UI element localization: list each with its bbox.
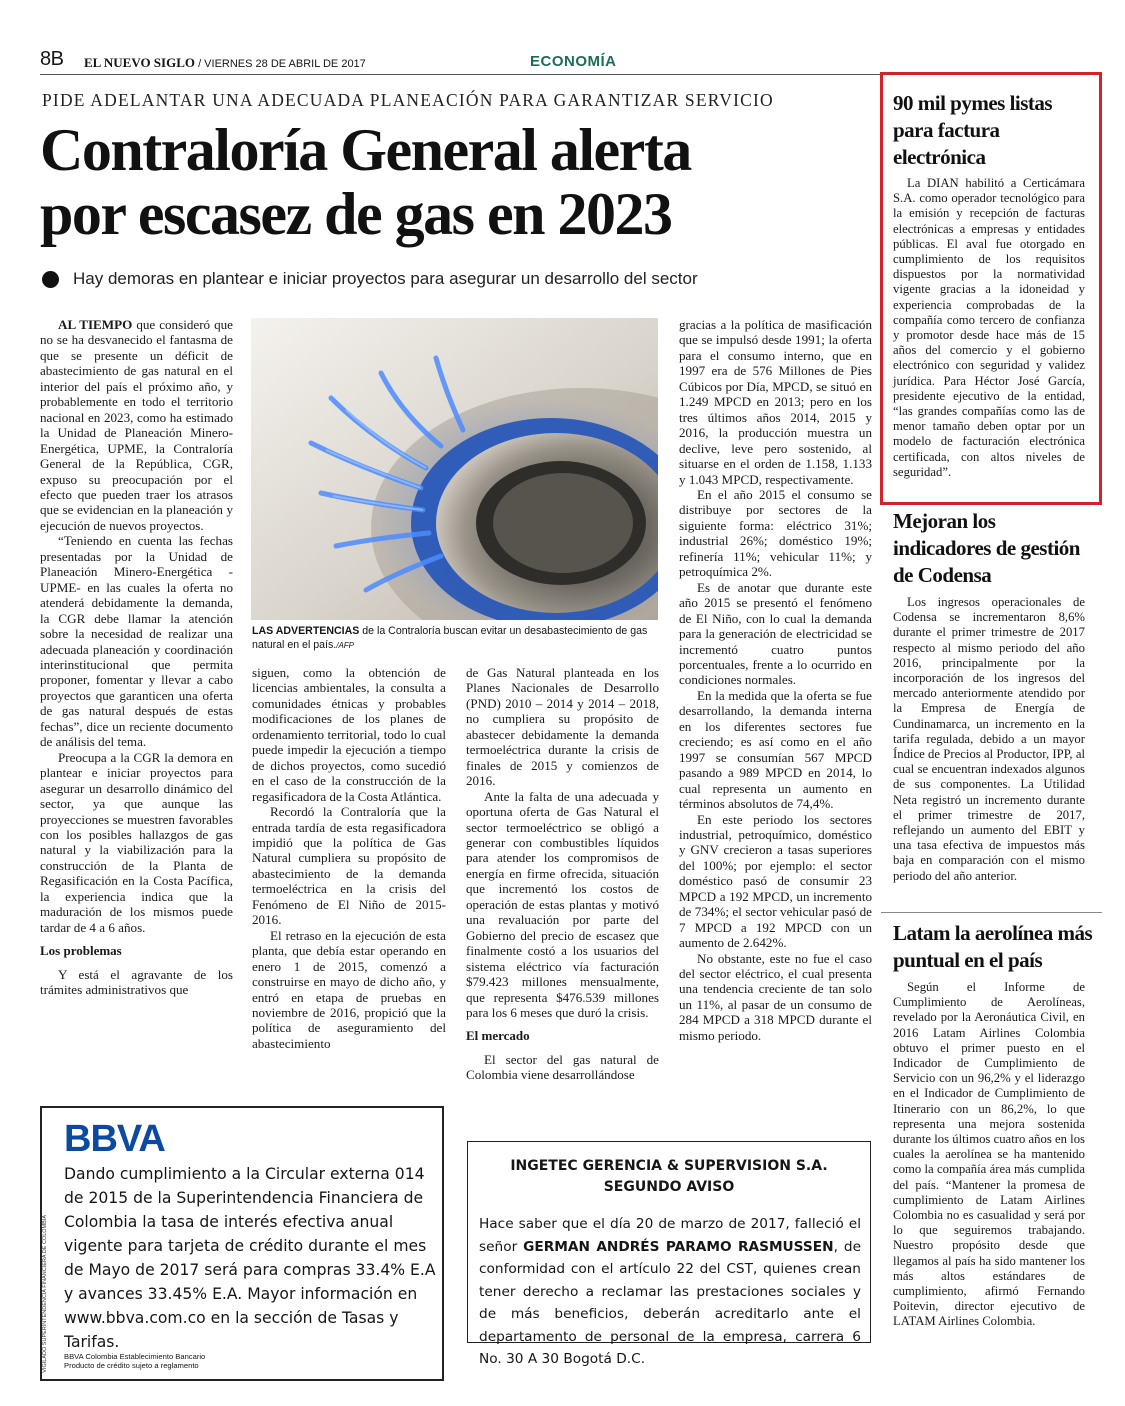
article-headline <box>40 118 860 246</box>
paragraph: Ante la falta de una adecuada y oportuna oferta de Gas Natural el sector termoeléctrico se obligó a generar con combustibles líquidos para atender los compromisos de energía en firme ofrecida, situación que incrementó los costos de operación de estas plantas y motivó una revaluación por parte del Gobierno del precio de escasez que finalmente costó a los usuarios del sistema eléctrico vía facturación $79.423 millones mensualmente, que representa $476.539 millones para los 6 meses que duró la crisis. <box>466 788 659 1020</box>
paragraph <box>40 317 233 533</box>
ingetec-notice-number: SEGUNDO AVISO <box>603 1179 735 1195</box>
ingetec-deceased-name: GERMAN ANDRÉS PARAMO RASMUSSEN <box>523 1238 834 1255</box>
paragraph: Y está el agravante de los trámites administrativos que <box>40 966 233 998</box>
sidebar-story-1-body <box>893 176 1085 480</box>
ingetec-text-post: , de conformidad con el artículo 22 del CST, quienes crean tener derecho a reclamar las prestaciones sociales y de más beneficios, deberán acreditarlo ante el departamento de personal de la empresa, carrera 6 No. 30 A 30 Bogotá D.C. <box>479 1238 861 1367</box>
subheadline-text: Hay demoras en plantear e iniciar proyectos para asegurar un desarrollo del sector <box>73 269 698 288</box>
section-name: ECONOMÍA <box>530 53 617 70</box>
bbva-logo: BBVA <box>64 1118 165 1160</box>
sidebar-story-3-body <box>893 980 1085 1330</box>
sidebar-story-3-title: Latam la aerolínea más puntual en el país <box>893 921 1093 972</box>
article-subheadline <box>42 269 698 289</box>
paragraph: En el año 2015 el consumo se distribuye por sectores de la siguiente forma: eléctrico 31%; industrial 26%; doméstico 19%; refinería 11%; vehicular 11%; y petroquímica 2%. <box>679 486 872 580</box>
ingetec-company: INGETEC GERENCIA & SUPERVISION S.A. <box>510 1158 828 1174</box>
paragraph: El sector del gas natural de Colombia viene desarrollándose <box>466 1051 659 1083</box>
caption-lead: LAS ADVERTENCIAS <box>252 625 360 637</box>
bullet-icon <box>42 271 59 288</box>
paragraph: En este periodo los sectores industrial, petroquímico, doméstico y GNV crecieron a tasas superiores del 100%; por ejemplo: el sector doméstico pasó de consumir 23 MPCD a 192 MPCD, un incremento de 734%; el sector vehicular pasó de 7 MPCD a 192 MPCD con un aumento de 2.642%. <box>679 811 872 951</box>
paragraph: En la medida que la oferta se fue desarrollando, la demanda interna en los diferentes sectores fue creciendo; es así como en el año 1997 se consumían 567 MPCD pasando a 989 MPCD en 2014, lo cual representa un aumento en términos absolutos de 74,4%. <box>679 687 872 812</box>
paragraph: “Teniendo en cuenta las fechas presentadas por la Unidad de Planeación Minero-Energética -UPME- en las cuales la oferta no atenderá debidamente la demanda, la CGR debe llamar la atención sobre la necesidad de realizar una adecuada planeación y coordinación interinstitucional que permita proponer, fomentar y llevar a cabo proyectos que garanticen una oferta de gas natural después de estas fechas”, dice un reciente documento de análisis del tema. <box>40 533 233 750</box>
bbva-ad-text: Dando cumplimiento a la Circular externa 014 de 2015 de la Superintendencia Financiera de Colombia la tasa de interés efectiva anual vigente para tarjeta de crédito durante el mes de Mayo de 2017 será para compras 33.4% E.A y avances 33.45% E.A. Mayor información en www.bbva.com.co en la sección de Tasas y Tarifas. <box>64 1165 436 1351</box>
photo-caption <box>252 624 662 653</box>
paragraph: El retraso en la ejecución de esta planta, que debía estar operando en enero 1 de 2015, comenzó a construirse en mayo de dicho año, y entró en etapa de pruebas en noviembre de 2016, propició que la política de aseguramiento del abastecimiento <box>252 927 446 1051</box>
paragraph: Los ingresos operacionales de Codensa se incrementaron 8,6% durante el primer trimestre de 2017 respecto al mismo periodo del año 2016, principalmente por la incorporación de los ingresos del mercado anteriormente atendido por la Empresa de Energía de Cundinamarca, un incremento en la tarifa regulada, debido a un mayor Índice de Precios al Productor, IPP, al cual se encuentran indexados algunos de sus componentes. La Utilidad Neta registró un incremento durante el primer trimestre de 2017, reflejando un aumento del EBIT y una tasa efectiva de impuestos más baja en comparación con el mismo periodo del año anterior. <box>893 595 1085 883</box>
article-kicker: PIDE ADELANTAR UNA ADECUADA PLANEACIÓN PARA GARANTIZAR SERVICIO <box>42 90 774 110</box>
paragraph: Es de anotar que durante este año 2015 se presentó el fenómeno de El Niño, con lo cual la demanda para la generación de electricidad se incrementó cuatro puntos porcentuales, frente a lo ocurrido en condiciones normales. <box>679 579 872 688</box>
headline-line-1: Contraloría General alerta <box>40 117 691 183</box>
ingetec-title <box>467 1156 871 1198</box>
gas-burner-photo <box>251 318 658 620</box>
issue-date: / VIERNES 28 DE ABRIL DE 2017 <box>198 58 366 70</box>
paragraph: de Gas Natural planteada en los Planes Nacionales de Desarrollo (PND) 2010 – 2014 y 2014 – 2018, no cumpliera su propósito de abastecer debidamente la demanda termoeléctrica durante la crisis de finales de 2015 y comienzos de 2016. <box>466 665 659 789</box>
subhead-problemas: Los problemas <box>40 943 122 959</box>
paragraph: Preocupa a la CGR la demora en plantear e iniciar proyectos para asegurar un desarrollo dinámico del sector, ya que aunque las proyecciones se muestren favorables con los posibles hallazgos de gas natural y la viabilización para la construcción de la Planta de Regasificación en la Costa Pacífica, la experiencia indica que la maduración de los mismos puede tardar de 4 a 6 años. <box>40 749 233 935</box>
headline-line-2: por escasez de gas en 2023 <box>40 181 672 247</box>
lead-in: AL TIEMPO <box>58 317 133 332</box>
gas-flame-image <box>251 318 658 620</box>
paragraph: gracias a la política de masificación que se impulsó desde 1991; la oferta para el consumo interno, que en 1997 era de 576 Millones de Pies Cúbicos por Día, MPCD, se situó en 1.249 MPCD en 2013; pero en los tres últimos años 2014, 2015 y 2016, la producción muestra un declive, leve pero sostenido, al situarse en el orden de 1.158, 1.133 y 1.043 MPCD, respectivamente. <box>679 317 872 487</box>
photo-credit: /AFP <box>336 641 354 650</box>
paragraph: Recordó la Contraloría que la entrada tardía de esta regasificadora impidió que la política de Gas Natural cumpliera su propósito de abastecimiento de la demanda termoeléctrica en la crisis del Fenómeno de El Niño de 2015-2016. <box>252 804 446 928</box>
paragraph-text: que consideró que no se ha desvanecido el fantasma de que se presente un déficit de abastecimiento de gas natural en el interior del país el próximo año, y probablemente en todo el territorio nacional en 2023, como ha estimado la Unidad de Planeación Minero-Energética, UPME, la Contraloría General de la República, CGR, expuso su preocupación por el efecto que pueden traer los atrasos que se evidencian en la planeación y ejecución de nuevos proyectos. <box>40 317 233 533</box>
sidebar-story-2-title: Mejoran los indicadores de gestión de Codensa <box>893 509 1080 587</box>
paragraph: La DIAN habilitó a Certicámara S.A. como operador tecnológico para la emisión y recepción de facturas electrónicas a empresas y entidades públicas. El aval fue otorgado en cumplimiento de los requisitos dispuestos por la normatividad vigente gracias a la idoneidad y experiencia comprobadas de la compañía como tercero de confianza y promotor desde hace más de 15 años del comercio y el gobierno electrónico con seguridad y validez jurídica. Para Héctor José García, presidente ejecutivo de la entidad, “las grandes compañías como las de menor tamaño deben optar por un modelo de facturación electrónica certificada, con altos niveles de seguridad”. <box>893 176 1085 479</box>
masthead <box>84 55 366 71</box>
sidebar-story-1-title: 90 mil pymes listas para factura electrónica <box>893 91 1053 169</box>
paragraph: siguen, como la obtención de licencias ambientales, la consulta a comunidades étnicas y probables modificaciones de los planes de ordenamiento territorial, todo lo cual puede impedir la ejecución a tiempo de dichos proyectos, como sucedió en el caso de la construcción de la regasificadora de la Costa Atlántica. <box>252 665 446 804</box>
bbva-vigilado: VIGILADO SUPERINTENDENCIA FINANCIERA DE COLOMBIA <box>42 1215 48 1373</box>
paragraph: No obstante, este no fue el caso del sector eléctrico, el cual presenta una tendencia creciente de tan solo un 11%, al pasar de un consumo de 284 MPCD a 318 MPCD durante el mismo periodo. <box>679 950 872 1043</box>
bbva-fine-print-2: Producto de crédito sujeto a reglamento <box>64 1361 199 1370</box>
article-column-4 <box>679 317 872 1043</box>
article-column-2 <box>252 665 446 1051</box>
sidebar-divider <box>881 912 1102 913</box>
article-column-3 <box>466 665 659 1083</box>
ingetec-text-pre: Hace saber que el día 20 de marzo de 2017, falleció el señor <box>479 1216 861 1255</box>
paragraph: Según el Informe de Cumplimiento de Aerolíneas, revelado por la Aeronáutica Civil, en 2016 Latam Airlines Colombia obtuvo el primer puesto en el Indicador de Cumplimiento de Servicio con un 96,2% y el liderazgo en el Indicador de Cumplimiento de Itinerario con un 86,2%, lo que representa una mejora sostenida durante los últimos cuatro años en los cuales la aerolínea se ha mantenido como la compañía área más cumplida del país. “Mantener la promesa de cumplimiento de Latam Airlines Colombia no es casualidad y será por lo que seguiremos trabajando. Nuestro propósito desde que llegamos al país ha sido mantener los más altos estándares de cumplimiento, afirmó Fernando Poitevin, director ejecutivo de LATAM Airlines Colombia. <box>893 980 1085 1329</box>
newspaper-name: EL NUEVO SIGLO <box>84 55 195 70</box>
bbva-fine-print <box>64 1352 205 1370</box>
subhead-mercado: El mercado <box>466 1028 530 1044</box>
page-number: 8B <box>40 48 64 70</box>
caption-text: de la Contraloría buscan evitar un desabastecimiento de gas natural en el país. <box>252 625 648 651</box>
article-column-1 <box>40 317 233 997</box>
sidebar-story-2-body <box>893 595 1085 884</box>
bbva-fine-print-1: BBVA Colombia Establecimiento Bancario <box>64 1352 206 1361</box>
ingetec-text <box>479 1213 861 1371</box>
